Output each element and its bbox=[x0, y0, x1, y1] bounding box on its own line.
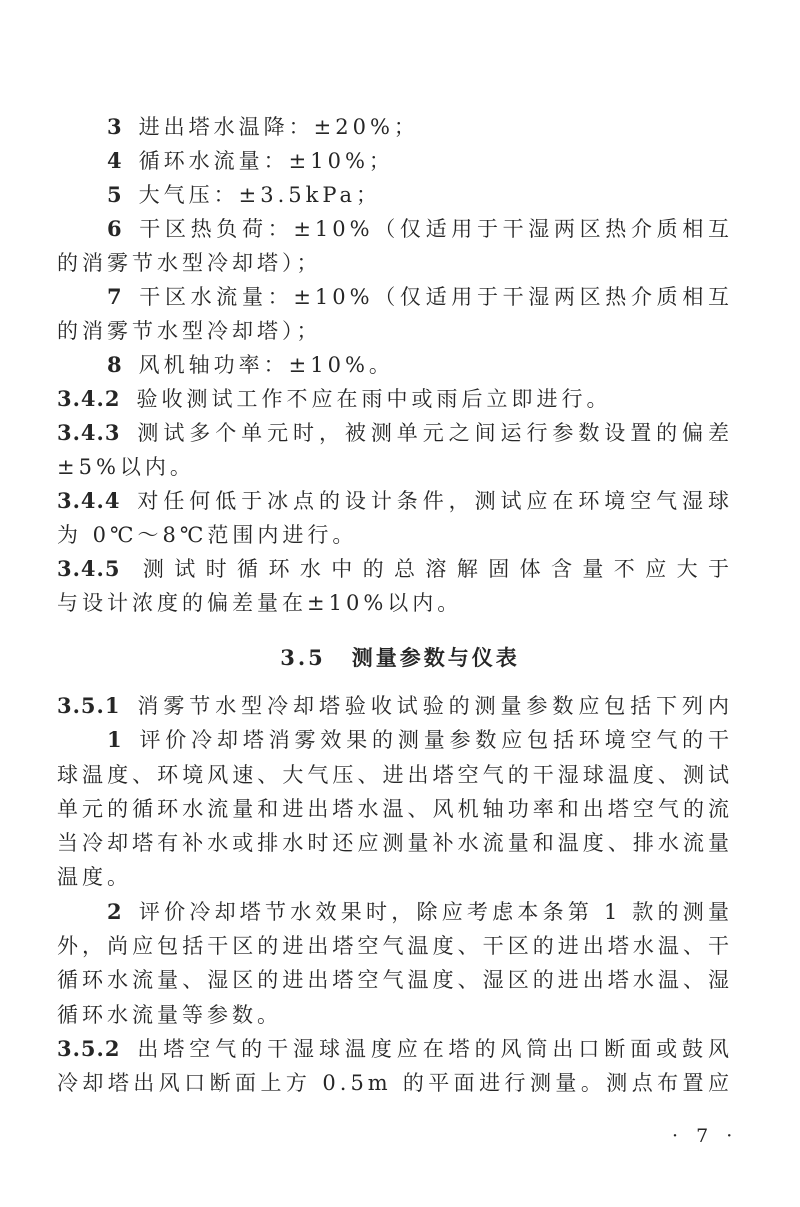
line-text: 单元的循环水流量和进出塔水温、风机轴功率和出塔空气的流 bbox=[57, 796, 733, 821]
text-line bbox=[57, 450, 733, 484]
line-text: 的消雾节水型冷却塔）； bbox=[57, 251, 322, 275]
text-line bbox=[57, 314, 733, 348]
clause-number: 2 bbox=[107, 898, 123, 924]
line-text: 的消雾节水型冷却塔）； bbox=[57, 319, 322, 343]
line-text: 进出塔水温降：±20%； bbox=[138, 115, 419, 139]
clause-line bbox=[57, 212, 733, 246]
clause-line bbox=[57, 382, 733, 416]
text-line bbox=[57, 998, 733, 1032]
text-block-3-4 bbox=[57, 110, 733, 620]
text-line bbox=[57, 518, 733, 552]
clause-number: 6 bbox=[107, 216, 123, 241]
line-text: 测试多个单元时，被测单元之间运行参数设置的偏差 bbox=[136, 421, 733, 445]
clause-number: 1 bbox=[107, 727, 123, 753]
text-line bbox=[57, 1066, 733, 1100]
line-text: 干区热负荷：±10%（仅适用于干湿两区热介质相互 bbox=[138, 217, 733, 241]
text-line bbox=[57, 963, 733, 997]
line-text: 消雾节水型冷却塔验收试验的测量参数应包括下列内 bbox=[136, 694, 733, 718]
line-text: 球温度、环境风速、大气压、进出塔空气的干湿球温度、测试 bbox=[57, 762, 733, 787]
clause-line bbox=[57, 1032, 733, 1066]
text-line bbox=[57, 792, 733, 826]
clause-number: 3 bbox=[107, 114, 123, 139]
text-block-3-5 bbox=[57, 689, 733, 1101]
clause-number: 3.4.2 bbox=[57, 386, 121, 411]
line-text: 外，尚应包括干区的进出塔空气温度、干区的进出塔水温、干 bbox=[57, 934, 733, 959]
clause-number: 5 bbox=[107, 182, 123, 207]
clause-number: 7 bbox=[107, 284, 123, 309]
clause-number: 3.4.4 bbox=[57, 488, 121, 513]
line-text: 测试时循环水中的总溶解固体含量不应大于 bbox=[136, 557, 733, 581]
line-text: 循环水流量：±10%； bbox=[138, 149, 394, 173]
clause-number: 3.5.1 bbox=[57, 693, 121, 718]
clause-line bbox=[57, 895, 733, 929]
text-line bbox=[57, 929, 733, 963]
line-text: 循环水流量等参数。 bbox=[57, 1002, 282, 1027]
section-heading bbox=[0, 641, 800, 675]
line-text: 大气压：±3.5kPa； bbox=[138, 183, 382, 207]
line-text: 评价冷却塔消雾效果的测量参数应包括环境空气的干 bbox=[138, 728, 733, 753]
clause-number: 3.4.3 bbox=[57, 420, 121, 445]
line-text: 对任何低于冰点的设计条件，测试应在环境空气湿球 bbox=[136, 489, 733, 513]
line-text: 循环水流量、湿区的进出塔空气温度、湿区的进出塔水温、湿 bbox=[57, 968, 733, 993]
line-text: 评价冷却塔节水效果时，除应考虑本条第 1 款的测量 bbox=[138, 899, 733, 924]
line-text: 风机轴功率：±10%。 bbox=[138, 353, 394, 377]
line-text: 干区水流量：±10%（仅适用于干湿两区热介质相互 bbox=[138, 285, 733, 309]
section-title: 测量参数与仪表 bbox=[351, 645, 520, 670]
line-text: 与设计浓度的偏差量在±10%以内。 bbox=[57, 591, 463, 615]
text-line bbox=[57, 758, 733, 792]
clause-line bbox=[57, 110, 733, 144]
clause-number: 3.5.2 bbox=[57, 1035, 121, 1061]
text-line bbox=[57, 246, 733, 280]
clause-line bbox=[57, 416, 733, 450]
page-number: · 7 · bbox=[672, 1125, 739, 1147]
clause-line bbox=[57, 484, 733, 518]
clause-line bbox=[57, 723, 733, 757]
clause-line bbox=[57, 689, 733, 723]
section-number: 3.5 bbox=[280, 645, 326, 670]
clause-line bbox=[57, 144, 733, 178]
line-text: 当冷却塔有补水或排水时还应测量补水流量和温度、排水流量 bbox=[57, 831, 733, 856]
line-text: 温度。 bbox=[57, 865, 132, 890]
text-line bbox=[57, 586, 733, 620]
clause-line bbox=[57, 552, 733, 586]
clause-line bbox=[57, 348, 733, 382]
line-text: 验收测试工作不应在雨中或雨后立即进行。 bbox=[136, 387, 612, 411]
text-line bbox=[57, 826, 733, 860]
clause-line bbox=[57, 178, 733, 212]
line-text: ±5%以内。 bbox=[57, 455, 195, 479]
line-text: 冷却塔出风口断面上方 0.5m 的平面进行测量。测点布置应 bbox=[57, 1071, 733, 1096]
clause-number: 8 bbox=[107, 352, 123, 377]
line-text: 为 0℃～8℃范围内进行。 bbox=[57, 523, 358, 547]
line-text: 出塔空气的干湿球温度应在塔的风筒出口断面或鼓风 bbox=[136, 1036, 733, 1061]
clause-line bbox=[57, 280, 733, 314]
clause-number: 3.4.5 bbox=[57, 556, 121, 581]
text-line bbox=[57, 860, 733, 894]
clause-number: 4 bbox=[107, 148, 123, 173]
